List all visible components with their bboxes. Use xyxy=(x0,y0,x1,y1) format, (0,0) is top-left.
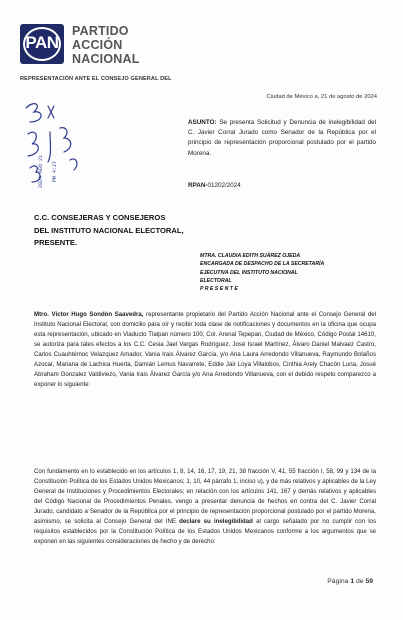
body-paragraph-2 xyxy=(34,467,376,547)
handwritten-stamp xyxy=(20,98,90,196)
representation-line: REPRESENTACIÓN ANTE EL CONSEJO GENERAL DEL xyxy=(20,76,172,82)
addressee-line1: C.C. CONSEJERAS Y CONSEJEROS xyxy=(34,213,166,222)
svg-text:PM 4:27: PM 4:27 xyxy=(52,160,58,182)
svg-text:2024 AGO 21: 2024 AGO 21 xyxy=(38,154,44,188)
secondary-addressee-line2: ENCARGADA DE DESPACHO DE LA SECRETARÍA xyxy=(200,261,325,268)
page-total: 59 xyxy=(365,578,373,585)
paragraph-2-text-b: al cargo señalado por no cumplir con los requisitos establecidos por la Constitución Política de los Estados Unidos Mexicanos conforme a los argumentos que se exponen en las siguientes consideraciones de hecho y de derecho: xyxy=(34,518,376,545)
asunto-block xyxy=(188,118,376,159)
date-line: Ciudad de México a, 21 de agosto de 2024 xyxy=(266,94,377,100)
party-name-line1: PARTIDO xyxy=(72,24,129,38)
secondary-addressee-line3: EJECUTIVA DEL INSTITUTO NACIONAL xyxy=(200,269,298,276)
signatory-name: Mtro. Víctor Hugo Sondón Saavedra, xyxy=(34,311,144,318)
party-name-line3: NACIONAL xyxy=(72,52,140,66)
reference-number xyxy=(188,182,241,189)
page-current: 1 xyxy=(350,578,355,585)
logo-text: PAN xyxy=(25,33,59,52)
paragraph-1-text: representante propietario del Partido Acción Nacional ante el Consejo General del Instituto Nacional Electoral, con domicilio para oír y recibir toda clase de notificaciones y documentos en la oficina que ocupa esta representación, ubicado en Viaducto Tlalpan número 100, Col. Arenal Tepepan, Ciudad de México, Código Postal 14610, se autoriza para tales efectos a los C.C. Cesia Jael Vargas Rodríguez, José Israel Martínez, Álvaro Daniel Malvaez Castro, Carlos Cuauhtémoc Velazquez Amador, Vania Irais Álvarez García, y/o Ana Laura Arredondo Villanueva, Raymundo Bolaños Azocar, Mariana de Lachica Huerta, Damián Lemus Navarrete, Eddie Jair Loya Villalobos, Cinthia Arely Chacón Luna, Josué Abraham Gonzalez Valdiviezo, Vania Irais Álvarez García y/o Ana Arredondo Villanueva, con el debido respeto comparezco a exponer lo siguiente: xyxy=(34,311,376,388)
secondary-addressee-line5: P R E S E N T E xyxy=(200,286,238,293)
pan-logo xyxy=(20,24,64,64)
paragraph-2-text-a: Con fundamento en lo establecido en los artículos 1, 8, 14, 16, 17, 19, 21, 38 fracción V, 41, 55 fracción I, 58, 99 y 134 de la Constitución Política de los Estados Unidos Mexicanos; 1, 10, 44 párrafo 1, inciso u), y de más relativos y aplicables de la Ley General de Instituciones y Procedimientos Electorales; en relación con los artículos 141, 167 y demás relativos y aplicables del Código Nacional de Procedimientos Penales, vengo a presentar denuncia de hechos en contra del C. Javier Corral Jurado, candidato a Senador de la República por el principio de representación proporcional postulado por el partido Morena, asimismo, se solicita al Consejo General del INE xyxy=(34,468,376,525)
page-of: de xyxy=(354,578,366,585)
addressee-line2: DEL INSTITUTO NACIONAL ELECTORAL, xyxy=(34,225,184,235)
page-number xyxy=(327,578,373,585)
asunto-text: Se presenta Solicitud y Denuncia de inelegibilidad del C. Javier Corral Jurado como Senador de la República por el principio de representación proporcional postulado por el partido Morena. xyxy=(188,119,377,157)
party-name-line2: ACCIÓN xyxy=(72,38,123,52)
addressee-line3: PRESENTE. xyxy=(34,238,78,247)
secondary-addressee-line1: MTRA. CLAUDIA EDITH SUÁREZ OJEDA xyxy=(200,253,301,259)
asunto-label: ASUNTO: xyxy=(188,119,217,126)
secondary-addressee xyxy=(200,252,380,293)
addressee xyxy=(34,212,184,250)
reference-label: RPAN- xyxy=(188,182,208,189)
body-paragraph-1 xyxy=(34,310,376,390)
reference-value: 01202/2024 xyxy=(207,182,241,189)
page-prefix: Página xyxy=(327,578,351,585)
party-name xyxy=(72,24,192,66)
paragraph-2-bold: declare su inelegibilidad xyxy=(179,518,253,525)
secondary-addressee-line4: ELECTORAL xyxy=(200,277,232,284)
